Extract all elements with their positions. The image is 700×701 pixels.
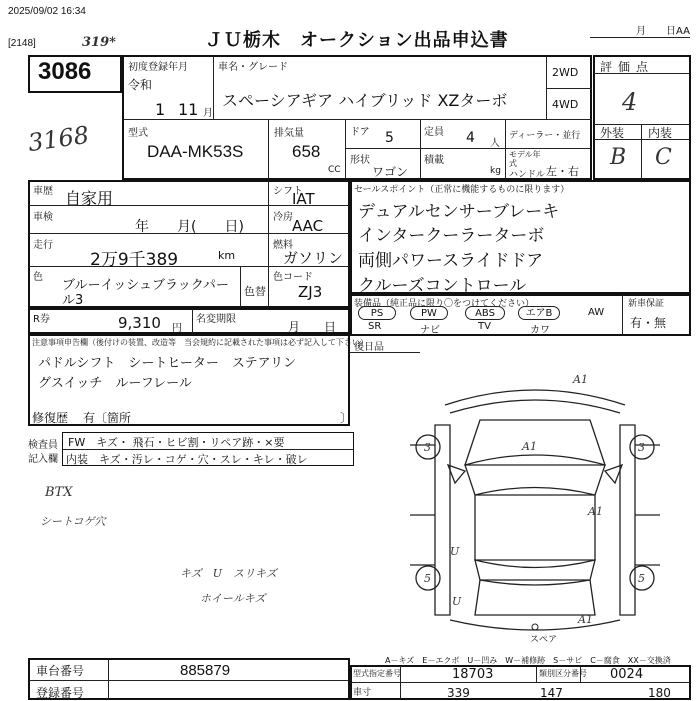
exterior-grade: B [610, 145, 627, 170]
dimensions-label: 車寸 [353, 688, 372, 698]
backroom-label: 後日品 [354, 342, 384, 353]
handwritten-number: 3168 [26, 120, 91, 158]
equipment-airbag: エアB [518, 306, 560, 320]
inspection-row-1: FW キズ・ 飛石・ヒビ割・リペア跡・×要 [68, 436, 285, 449]
color-name: ブルーイッシュブラックパール3 [62, 278, 229, 308]
drive-2wd: 2WD [552, 66, 579, 79]
ac-value: AAC [292, 217, 324, 235]
km-unit: km [218, 249, 236, 262]
displacement-label: 排気量 [274, 128, 304, 139]
model-label: 型式 [128, 128, 148, 139]
equipment-pw: PW [410, 306, 448, 320]
repair-value: 有〔箇所 [83, 411, 132, 425]
inspection-label: 車検 [33, 212, 53, 223]
lot-number: 3086 [38, 58, 92, 85]
era: 令和 [128, 78, 153, 92]
repaint-label: 色替 [244, 285, 266, 298]
new-car-warranty-value: 有・無 [630, 316, 667, 330]
color-code: ZJ3 [298, 283, 323, 301]
damage-mark-front: A1 [573, 373, 588, 386]
notes-line-2: グスイッチ ルーフレール [38, 376, 192, 391]
name-change-label: 名変期限 [196, 314, 236, 325]
class-label: 類別区分番号 [539, 669, 587, 678]
color-label: 色 [33, 272, 43, 283]
damage-mark-wheel-rl: 5 [424, 572, 431, 585]
handwritten-note-1: BTX [45, 485, 73, 500]
capacity-unit: 人 [490, 138, 500, 149]
car-name: スペーシアギア ハイブリッド XZターボ [222, 91, 508, 110]
handwritten-note-3: キズ U スリキズ [180, 567, 277, 580]
date-field: 月 日AA [590, 22, 690, 38]
equipment-tv: TV [478, 321, 491, 332]
mileage-label: 走行 [33, 240, 53, 251]
chassis-number: 885879 [180, 662, 231, 679]
equipment-label: 装備品（純正品に限り〇をつけてください） [354, 299, 535, 309]
chassis-label: 車台番号 [36, 664, 85, 678]
inspection-row-2: 内装 キズ・汚レ・コゲ・穴・スレ・キレ・破レ [66, 453, 308, 466]
damage-mark-left-1: U [450, 545, 460, 558]
equipment-leather: カワ [530, 325, 550, 336]
inspector-label-1: 検査員 [28, 440, 58, 451]
cc-unit: CC [328, 165, 341, 175]
yen-unit: 円 [172, 323, 182, 334]
damage-mark-right: A1 [588, 505, 603, 518]
form-title: ＪＵ栃木 オークション出品申込書 [205, 30, 509, 51]
shape: ワゴン [372, 165, 409, 179]
reg-month: 11 [178, 100, 199, 119]
recycle-label: R券 [33, 314, 50, 325]
exterior-label: 外装 [600, 126, 625, 140]
color-code-label: 色コード [273, 272, 313, 283]
damage-mark-wheel-rr: 5 [638, 572, 645, 585]
sales-point-3: 両側パワースライドドア [358, 251, 544, 271]
first-reg-label: 初度登録年月 [128, 62, 188, 73]
load-label: 積載 [424, 155, 444, 166]
damage-mark-left-2: U [452, 595, 462, 608]
car-damage-diagram [390, 365, 680, 640]
model-code: DAA-MK53S [147, 142, 244, 161]
sales-point-1: デュアルセンサーブレーキ [358, 202, 560, 222]
sales-points-label: セールスポイント（正常に機能するものに限ります） [354, 185, 570, 195]
car-name-label: 車名・グレード [218, 62, 288, 73]
spare-label: スペア [530, 635, 558, 645]
damage-mark-wheel-fl: 3 [424, 441, 431, 454]
recycle-value: 9,310 [118, 314, 161, 332]
capacity: 4 [466, 130, 475, 146]
type-designation-label: 型式指定番号 [353, 669, 401, 678]
equipment-navi: ナビ [420, 325, 440, 336]
dealer-label: ディーラー・並行 [509, 131, 581, 141]
interior-label: 内装 [648, 126, 673, 140]
reference-code: 319* [82, 35, 116, 50]
damage-legend: A－キズ E－エクボ U－凹み W－補修跡 S－サビ C－腐食 XX－交換済 [385, 656, 671, 665]
rating-label: 評価点 [600, 60, 655, 74]
type-designation-value: 18703 [452, 667, 494, 682]
drive-4wd: 4WD [552, 98, 579, 111]
kg-unit: kg [490, 166, 501, 176]
damage-mark-rear: A1 [578, 613, 593, 626]
handwritten-note-2: シートコゲ穴 [40, 515, 106, 528]
handle-label: ハンドル [509, 170, 546, 180]
height-value: 180 [648, 686, 671, 700]
handwritten-note-4: ホイールキズ [200, 592, 266, 605]
shape-label: 形状 [350, 155, 370, 166]
class-value: 0024 [610, 667, 644, 682]
interior-grade: C [655, 145, 672, 170]
shift-label: シフト [273, 186, 303, 197]
width-value: 147 [540, 686, 563, 700]
damage-mark-wheel-fr: 3 [638, 441, 645, 454]
sales-point-4: クルーズコントロール [358, 276, 527, 296]
month-unit: 月 [203, 108, 213, 119]
print-timestamp: 2025/09/02 16:34 [8, 6, 86, 17]
handle-value: 左・右 [546, 165, 579, 178]
sales-point-2: インタークーラーターボ [358, 226, 545, 246]
notes-label: 注意事項申告欄（後付けの装置、改造等 当会規約に記載された事項は必ず記入して下さい） [32, 338, 368, 347]
usage: 自家用 [65, 189, 114, 208]
new-car-warranty-label: 新車保証 [628, 299, 665, 309]
reg-year: 1 [155, 100, 166, 119]
equipment-sr: SR [368, 321, 382, 332]
equipment-ps: PS [358, 306, 396, 320]
inspector-label-2: 記入欄 [28, 454, 58, 465]
usage-label: 車歴 [33, 186, 53, 197]
ac-label: 冷房 [273, 212, 293, 223]
capacity-label: 定員 [424, 127, 444, 138]
equipment-abs: ABS [465, 306, 505, 320]
door-label: ドア [350, 127, 370, 138]
notes-line-1: パドルシフト シートヒーター ステアリン [38, 356, 297, 371]
doors: 5 [385, 130, 394, 146]
name-change-value: 月 日 [288, 320, 337, 334]
length-value: 339 [447, 686, 470, 700]
fuel-label: 燃料 [273, 240, 293, 251]
model-year-label: モデル年式 [509, 150, 541, 168]
mileage: 2万9千389 [90, 250, 179, 270]
rating-value: 4 [622, 88, 638, 116]
damage-mark-hood: A1 [522, 440, 537, 453]
inspection-value: 年 月( 日) [135, 219, 244, 235]
repair-close: 〕 [340, 411, 353, 425]
fuel-value: ガソリン [283, 249, 344, 267]
registration-label: 登録番号 [36, 686, 85, 700]
reference-number: [2148] [8, 38, 36, 49]
shift-value: IAT [292, 190, 315, 208]
equipment-aw: AW [588, 307, 605, 318]
displacement: 658 [292, 142, 321, 161]
repair-label: 修復歴 [32, 411, 69, 425]
